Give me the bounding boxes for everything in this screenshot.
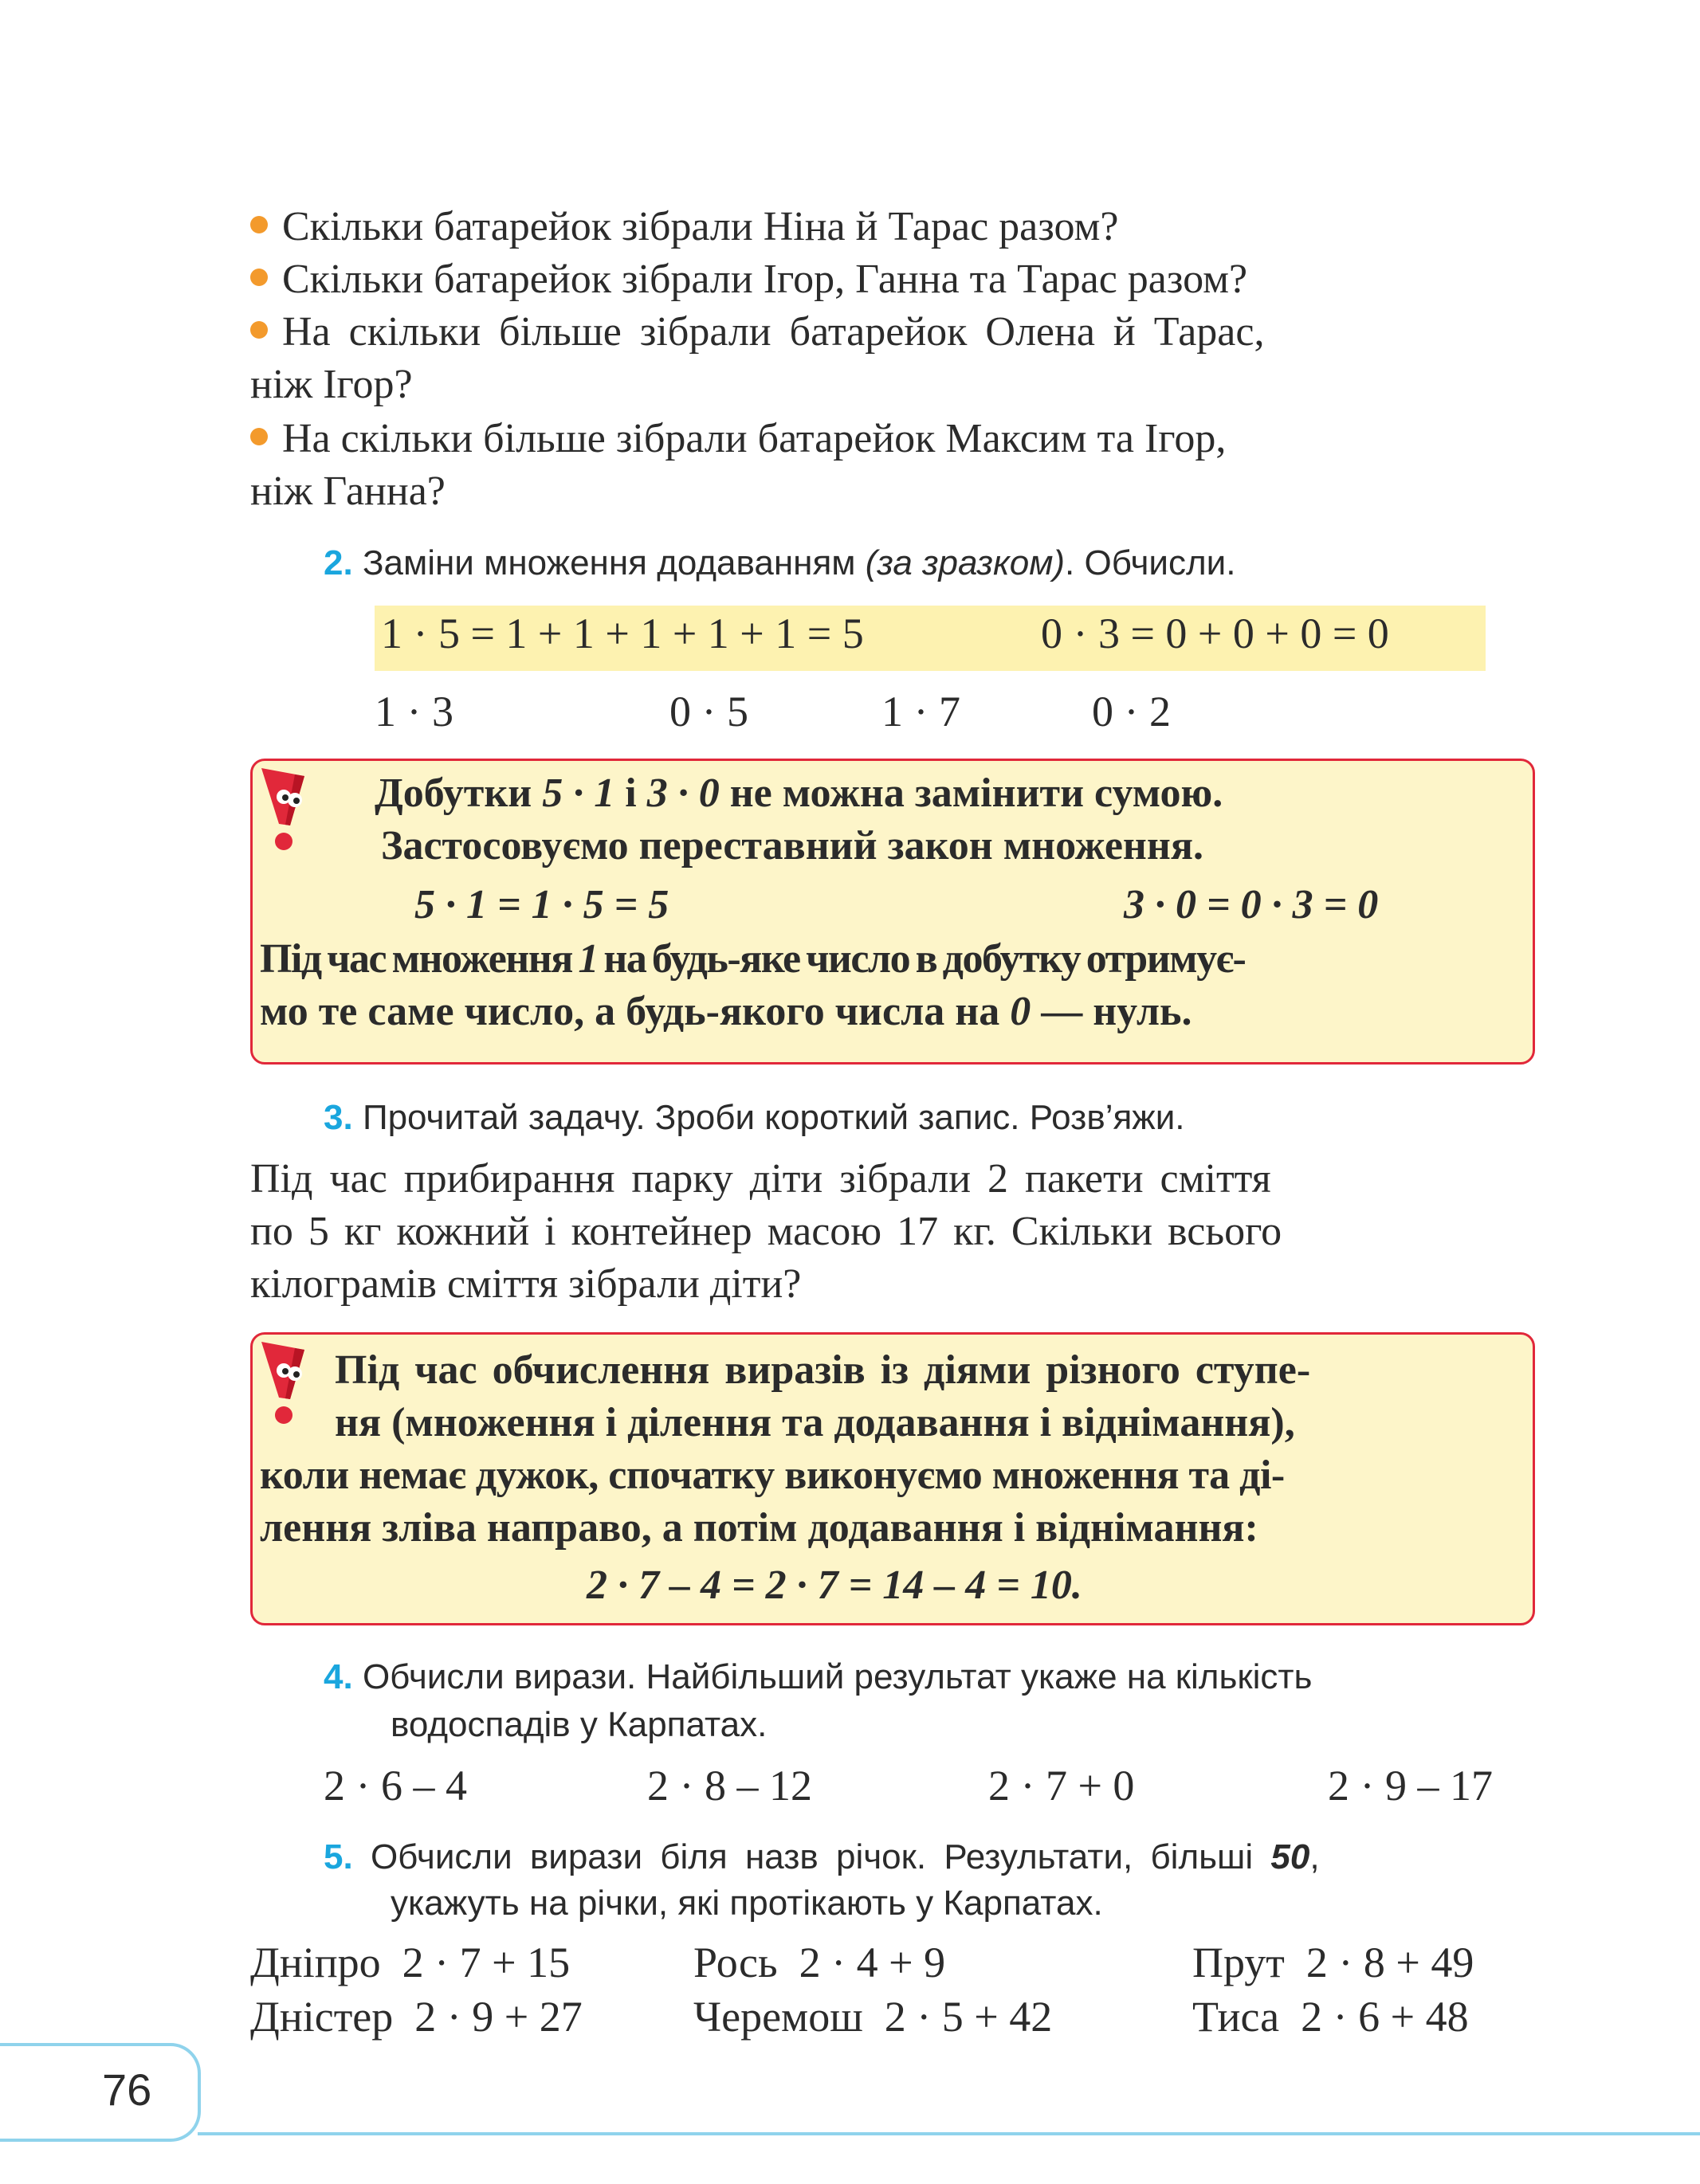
- river-item: Дніпро 2 · 7 + 15: [250, 1939, 571, 1986]
- task-5-heading: 5. Обчисли вирази біля назв річок. Результати, більші 50,: [324, 1837, 1320, 1876]
- task-number: 5.: [324, 1837, 353, 1876]
- rule-1-formula-2: 3 · 0 = 0 · 3 = 0: [1124, 882, 1379, 927]
- task-3-heading: 3. Прочитай задачу. Зроби короткий запис. Розв’яжи.: [324, 1098, 1185, 1137]
- problem-line: по 5 кг кожний і контейнер масою 17 кг. Скільки всього: [250, 1209, 1282, 1254]
- page-number: 76: [102, 2064, 152, 2115]
- exercise-item: 0 · 5: [669, 688, 748, 735]
- rule-2-line: коли немає дужок, спочатку виконуємо множення та ді-: [260, 1453, 1285, 1498]
- rule-2-line: Під час обчислення виразів із діями різного ступе-: [335, 1347, 1311, 1393]
- rule-1-line-1: Добутки 5 · 1 і 3 · 0 не можна замінити сумою.: [375, 770, 1223, 816]
- task-number: 3.: [324, 1098, 353, 1137]
- question-item: На скільки більше зібрали батарейок Максим та Ігор,: [250, 413, 1226, 465]
- bullet-icon: [250, 428, 268, 445]
- question-item-continued: ніж Ігор?: [250, 362, 413, 407]
- bullet-icon: [250, 269, 268, 286]
- rule-2-formula: 2 · 7 – 4 = 2 · 7 = 14 – 4 = 10.: [587, 1563, 1082, 1608]
- task-number: 4.: [324, 1657, 353, 1696]
- question-item: Скільки батарейок зібрали Ігор, Ганна та Тарас разом?: [250, 253, 1247, 306]
- rule-2-line: ня (множення і ділення та додавання і віднімання),: [335, 1400, 1295, 1445]
- river-item: Черемош 2 · 5 + 42: [693, 1993, 1053, 2041]
- rule-1-line-2: Застосовуємо переставний закон множення.: [381, 823, 1203, 869]
- task-2-heading: 2. Заміни множення додаванням (за зразком). Обчисли.: [324, 543, 1236, 582]
- sample-formula-2: 0 · 3 = 0 + 0 + 0 = 0: [1041, 610, 1389, 657]
- river-item: Рось 2 · 4 + 9: [693, 1939, 946, 1986]
- problem-line: кілограмів сміття зібрали діти?: [250, 1261, 802, 1307]
- task-number: 2.: [324, 543, 353, 582]
- bullet-icon: [250, 216, 268, 233]
- problem-line: Під час прибирання парку діти зібрали 2 пакети сміття: [250, 1156, 1271, 1202]
- exercise-item: 2 · 7 + 0: [988, 1762, 1135, 1810]
- question-item: Скільки батарейок зібрали Ніна й Тарас разом?: [250, 201, 1118, 253]
- rule-1-formula-1: 5 · 1 = 1 · 5 = 5: [414, 882, 669, 927]
- exercise-item: 1 · 7: [881, 688, 960, 735]
- exercise-item: 0 · 2: [1092, 688, 1171, 735]
- sample-formula-1: 1 · 5 = 1 + 1 + 1 + 1 + 1 = 5: [381, 610, 864, 657]
- exercise-item: 2 · 6 – 4: [324, 1762, 467, 1810]
- question-item-continued: ніж Ганна?: [250, 469, 446, 514]
- river-item: Дністер 2 · 9 + 27: [250, 1993, 583, 2041]
- question-item: На скільки більше зібрали батарейок Олена й Тарас,: [250, 306, 1264, 359]
- task-5-heading-continued: укажуть на річки, які протікають у Карпатах.: [391, 1884, 1103, 1923]
- page-number-tab: [0, 2043, 201, 2142]
- river-item: Прут 2 · 8 + 49: [1192, 1939, 1474, 1986]
- exercise-item: 1 · 3: [375, 688, 453, 735]
- footer-line: [198, 2132, 1700, 2135]
- task-4-heading-continued: водоспадів у Карпатах.: [391, 1705, 768, 1744]
- exclamation-icon: [255, 1339, 319, 1426]
- exercise-item: 2 · 8 – 12: [647, 1762, 812, 1810]
- rule-1-line-4: Під час множення 1 на будь-яке число в добутку отримує-: [260, 936, 1246, 982]
- bullet-icon: [250, 321, 268, 339]
- exclamation-icon: [255, 765, 319, 853]
- task-4-heading: 4. Обчисли вирази. Найбільший результат укаже на кількість: [324, 1657, 1313, 1696]
- exercise-item: 2 · 9 – 17: [1328, 1762, 1493, 1810]
- rule-2-line: лення зліва направо, а потім додавання і віднімання:: [260, 1505, 1258, 1551]
- river-item: Тиса 2 · 6 + 48: [1192, 1993, 1469, 2041]
- rule-1-line-5: мо те саме число, а будь-якого числа на 0 — нуль.: [260, 989, 1192, 1034]
